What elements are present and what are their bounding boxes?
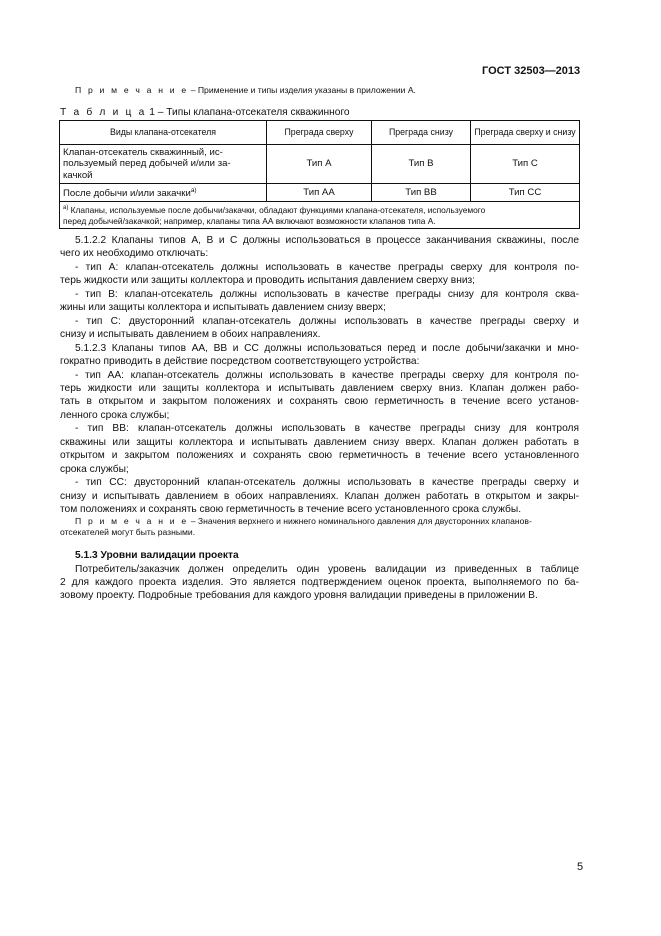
cell-value: Тип А <box>306 158 332 170</box>
table-header-cell: Преграда сверху и снизу <box>471 121 580 145</box>
table-row <box>60 184 580 202</box>
footnote-line: Клапаны, используемые после добычи/закачки, обладают функциями клапана-отсекателя, используемого <box>70 204 486 215</box>
body-line: открытом и закрытом положениях и сохранять свою герметичность в течение всего установленного <box>60 450 579 462</box>
body-line: - тип А: клапан-отсекатель должны использовать в качестве преграды сверху для контроля по- <box>75 261 579 273</box>
table-cell <box>372 184 471 202</box>
section-line: 2 для каждого проекта изделия. Это является подтверждением оценок проекта, выполняемого по ба- <box>60 577 579 588</box>
body-line: чего их необходимо отключать: <box>60 248 209 260</box>
table-cell <box>372 145 471 184</box>
body-line: снизу и испытывать давлением в обоих направлениях. Клапан должен работать в открытом и закры- <box>60 490 579 502</box>
note-applicability <box>75 85 416 96</box>
note-text-continued: отсекателей могут быть разными. <box>60 527 196 537</box>
footnote-mark: а) <box>63 204 69 211</box>
table-cell <box>471 184 580 202</box>
cell-value: После добычи и/или закачки <box>63 188 191 200</box>
note-text: – Применение и типы изделия указаны в приложении А. <box>188 85 416 95</box>
valve-types-table <box>59 120 580 229</box>
table-cell <box>60 145 267 184</box>
note-pressure <box>75 516 532 527</box>
table-cell <box>267 184 372 202</box>
note-label: П р и м е ч а н и е <box>75 85 189 95</box>
body-line: - тип С: двусторонний клапан-отсекатель должны использовать в качестве преграды сверху и <box>75 315 579 327</box>
table-cell <box>267 145 372 184</box>
cell-line: пользуемый перед добычей и/или за- <box>63 158 231 170</box>
note-text: – Значения верхнего и нижнего номинального давления для двусторонних клапанов- <box>188 516 532 526</box>
page-number: 5 <box>577 861 584 873</box>
table-header-cell: Преграда сверху <box>267 121 372 145</box>
body-line: гократно приводить в действие посредством соответствующего устройства: <box>60 356 420 368</box>
footnote-line: перед добычей/закачкой; например, клапаны типа АА включают возможности клапанов типа А. <box>63 215 436 226</box>
note-label: П р и м е ч а н и е <box>75 516 189 526</box>
table-caption-text: 1 – Типы клапана-отсекателя скважинного <box>146 107 350 118</box>
cell-value: Тип С <box>512 158 538 170</box>
standard-number: ГОСТ 32503—2013 <box>482 65 581 77</box>
body-line: терь жидкости или защиты коллектора и проводить испытания давлением сверху вниз; <box>60 275 476 287</box>
body-line: тать в открытом и закрытом положениях и сохранять свою герметичность в течение всего установ- <box>60 396 579 408</box>
body-line: жины или защиты коллектора и испытывать давлением снизу вверх; <box>60 302 386 314</box>
cell-line: Клапан-отсекатель скважинный, ис- <box>63 146 223 158</box>
cell-line: качкой <box>63 169 93 181</box>
body-line: 5.1.2.3 Клапаны типов АА, ВВ и СС должны использоваться перед и после добычи/закачки и мно- <box>75 342 579 354</box>
table-cell <box>471 145 580 184</box>
body-line: срока службы; <box>60 463 129 475</box>
body-line: - тип АА: клапан-отсекатель должны использовать в качестве преграды сверху для контроля по- <box>75 369 579 381</box>
body-line: - тип В: клапан-отсекатель должны использовать в качестве преграды снизу для контроля сква- <box>75 288 579 300</box>
table-caption <box>60 107 350 118</box>
body-line: терь жидкости или защиты коллектора и испытывать давлением сверху вниз. Клапан должен рабо- <box>60 382 579 394</box>
table-caption-label: Т а б л и ц а <box>60 107 147 118</box>
body-line: ленного срока службы; <box>60 409 170 421</box>
footnote-ref: а) <box>190 187 197 194</box>
body-line: 5.1.2.2 Клапаны типов А, В и С должны использоваться в процессе заканчивания скважины, после <box>75 235 579 246</box>
cell-value: Тип АА <box>303 186 335 198</box>
body-line: снизу и испытывать давлением в обоих направлениях. <box>60 329 321 341</box>
section-line: зовому проекту. Подробные требования для каждого уровня валидации приведены в приложении В. <box>60 590 538 601</box>
table-row <box>60 145 580 184</box>
cell-value: Тип В <box>408 158 434 170</box>
body-line: - тип СС: двусторонний клапан-отсекатель должны использовать в качестве преграды сверху и <box>75 477 579 489</box>
table-cell <box>60 184 267 202</box>
table-header-cell: Виды клапана-отсекателя <box>60 121 267 145</box>
cell-value: Тип ВВ <box>405 186 437 198</box>
table-footnote-row <box>60 201 580 229</box>
table-header-row <box>60 121 580 145</box>
body-line: - тип ВВ: клапан-отсекатель должны использовать в качестве преграды снизу для контроля <box>75 423 579 435</box>
body-line: том положениях и сохранять свою герметичность в течение всего установленного срока службы. <box>60 504 522 515</box>
section-line: Потребитель/заказчик должен определить один уровень валидации из приведенных в таблице <box>75 564 579 575</box>
section-heading: 5.1.3 Уровни валидации проекта <box>75 550 239 561</box>
table-header-cell: Преграда снизу <box>372 121 471 145</box>
table-footnote <box>60 201 580 229</box>
body-line: скважины или защиты коллектора и испытывать давлением снизу вверх. Клапан должен работать в <box>60 436 579 448</box>
cell-value: Тип СС <box>508 186 542 198</box>
